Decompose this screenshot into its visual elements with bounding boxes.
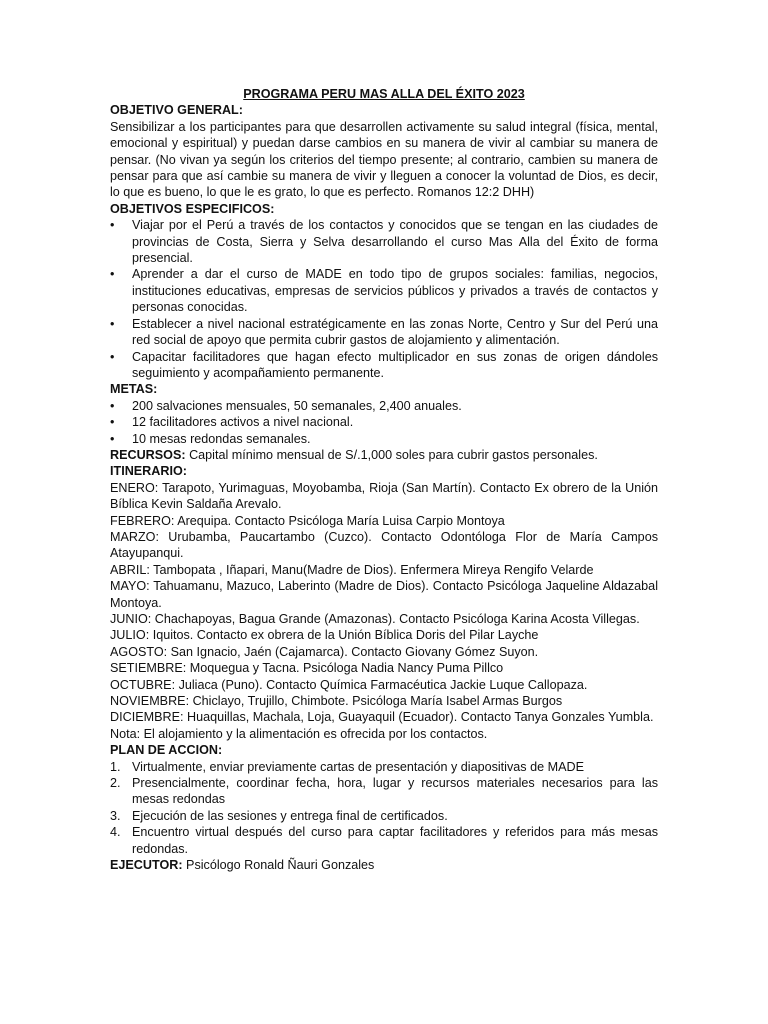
list-item-text: Viajar por el Perú a través de los contactos y conocidos que se tengan en las ciudades de provincias de Costa, Sierra y Selva desarrollando el curso Mas Alla del Éxito de forma presencial. [132, 218, 658, 266]
itinerario-entry-febrero [110, 513, 658, 529]
itinerario-entry-setiembre [110, 660, 658, 676]
ejecutor-label: EJECUTOR: [110, 858, 183, 873]
list-item [110, 398, 658, 414]
objetivo-general-text: Sensibilizar a los participantes para que desarrollen activamente su salud integral (física, mental, emocional y espiritual) y puedan darse cambios en su manera de vivir al cambiar su manera de pensar. (No vivan ya según los criterios del tiempo presente; al contrario, cambien su manera de pensar para que así cambie su manera de vivir y lleguen a conocer la voluntad de Dios, es decir, lo que es bueno, lo que le es grato, lo que es perfecto. Romanos 12:2 DHH) [110, 119, 658, 200]
plan-de-accion-list [110, 759, 658, 857]
list-item [110, 217, 658, 266]
list-item-text: 10 mesas redondas semanales. [132, 431, 311, 446]
itinerario-entry-enero [110, 480, 658, 513]
month-label: ABRIL: [110, 562, 150, 577]
list-item-text: Capacitar facilitadores que hagan efecto multiplicador en sus zonas de origen dándoles seguimiento y acompañamiento permanente. [132, 349, 658, 380]
plan-de-accion-heading: PLAN DE ACCION: [110, 743, 223, 758]
month-text: Arequipa. Contacto Psicóloga María Luisa Carpio Montoya [174, 513, 505, 528]
objetivos-especificos-heading: OBJETIVOS ESPECIFICOS: [110, 201, 275, 216]
month-text: Huaquillas, Machala, Loja, Guayaquil (Ecuador). Contacto Tanya Gonzales Yumbla. [183, 710, 654, 725]
month-text: Moquegua y Tacna. Psicóloga Nadia Nancy Puma Pillco [186, 661, 504, 676]
itinerario-entry-mayo [110, 578, 658, 611]
list-item [110, 824, 658, 857]
ejecutor-line [110, 857, 658, 873]
bullet-icon: • [110, 349, 115, 364]
list-item-text: Establecer a nivel nacional estratégicamente en las zonas Norte, Centro y Sur del Perú una red social de apoyo que permita cubrir gastos de alojamiento y alimentación. [132, 316, 658, 348]
month-label: MARZO: [110, 529, 159, 544]
recursos-text: Capital mínimo mensual de S/.1,000 soles para cubrir gastos personales. [185, 447, 598, 462]
list-item [110, 349, 658, 382]
month-label: JULIO: [110, 628, 150, 643]
itinerario-entry-julio [110, 627, 658, 643]
month-label: ENERO: [110, 480, 159, 495]
list-item [110, 414, 658, 430]
itinerario-entry-marzo [110, 529, 658, 562]
bullet-icon: • [110, 398, 115, 413]
bullet-icon: • [110, 316, 115, 331]
bullet-icon: • [110, 267, 115, 282]
month-text: Tambopata , Iñapari, Manu(Madre de Dios). Enfermera Mireya Rengifo Velarde [149, 562, 594, 577]
list-item [110, 316, 658, 349]
month-label: AGOSTO: [110, 644, 168, 659]
month-text: Chachapoyas, Bagua Grande (Amazonas). Contacto Psicóloga Karina Acosta Villegas. [151, 612, 640, 626]
itinerario-heading: ITINERARIO: [110, 464, 187, 479]
itinerario-entry-abril [110, 562, 658, 578]
itinerario-entry-diciembre [110, 709, 658, 725]
itinerario-entry-octubre [110, 677, 658, 693]
itinerario-entry-junio [110, 611, 658, 627]
month-label: DICIEMBRE: [110, 710, 184, 725]
list-item-text: Aprender a dar el curso de MADE en todo tipo de grupos sociales: familias, negocios, instituciones educativas, empresas de servicios públicos y privados a través de contactos y personas conocidas. [132, 267, 658, 315]
list-number: 3. [110, 808, 121, 823]
month-text: Iquitos. Contacto ex obrera de la Unión Bíblica Doris del Pilar Layche [149, 628, 539, 643]
month-label: OCTUBRE: [110, 677, 176, 692]
recursos-label: RECURSOS: [110, 447, 186, 462]
month-text: San Ignacio, Jaén (Cajamarca). Contacto Giovany Gómez Suyon. [167, 644, 539, 659]
bullet-icon: • [110, 218, 115, 233]
list-item-text: 12 facilitadores activos a nivel nacional. [132, 415, 354, 430]
month-label: NOVIEMBRE: [110, 694, 190, 709]
month-text: Tahuamanu, Mazuco, Laberinto (Madre de Dios). Contacto Psicóloga Jaqueline Aldazabal Montoya. [110, 579, 658, 610]
list-number: 2. [110, 776, 121, 791]
itinerario-nota: Nota: El alojamiento y la alimentación es ofrecida por los contactos. [110, 726, 488, 741]
bullet-icon: • [110, 415, 115, 430]
recursos-line [110, 447, 658, 463]
list-item-text: Encuentro virtual después del curso para captar facilitadores y referidos para más mesas redondas. [132, 825, 658, 856]
objetivos-especificos-list [110, 217, 658, 381]
metas-heading: METAS: [110, 382, 158, 397]
month-text: Juliaca (Puno). Contacto Química Farmacéutica Jackie Luque Callopaza. [175, 677, 588, 692]
list-number: 1. [110, 759, 121, 774]
bullet-icon: • [110, 431, 115, 446]
list-item [110, 775, 658, 808]
list-item-text: Presencialmente, coordinar fecha, hora, lugar y recursos materiales necesarios para las mesas redondas [132, 776, 658, 807]
ejecutor-text: Psicólogo Ronald Ñauri Gonzales [182, 858, 375, 873]
list-item [110, 759, 658, 775]
month-text: Chiclayo, Trujillo, Chimbote. Psicóloga María Isabel Armas Burgos [189, 694, 563, 709]
metas-list [110, 398, 658, 447]
document-title: PROGRAMA PERU MAS ALLA DEL ÉXITO 2023 [243, 87, 525, 101]
list-number: 4. [110, 825, 121, 840]
month-label: JUNIO: [110, 612, 152, 626]
itinerario-entry-noviembre [110, 693, 658, 709]
month-text: Urubamba, Paucartambo (Cuzco). Contacto Odontóloga Flor de María Campos Atayupanqui. [110, 529, 658, 561]
list-item-text: 200 salvaciones mensuales, 50 semanales, 2,400 anuales. [132, 398, 462, 413]
month-label: MAYO: [110, 579, 150, 594]
month-text: Tarapoto, Yurimaguas, Moyobamba, Rioja (San Martín). Contacto Ex obrero de la Unión Bíblica Kevin Saldaña Arevalo. [110, 480, 658, 512]
list-item [110, 431, 658, 447]
list-item [110, 266, 658, 315]
month-label: FEBRERO: [110, 513, 175, 528]
itinerario-entry-agosto [110, 644, 658, 660]
list-item-text: Virtualmente, enviar previamente cartas de presentación y diapositivas de MADE [132, 759, 584, 774]
list-item-text: Ejecución de las sesiones y entrega final de certificados. [132, 808, 448, 823]
objetivo-general-heading: OBJETIVO GENERAL: [110, 103, 243, 118]
month-label: SETIEMBRE: [110, 661, 187, 676]
list-item [110, 808, 658, 824]
